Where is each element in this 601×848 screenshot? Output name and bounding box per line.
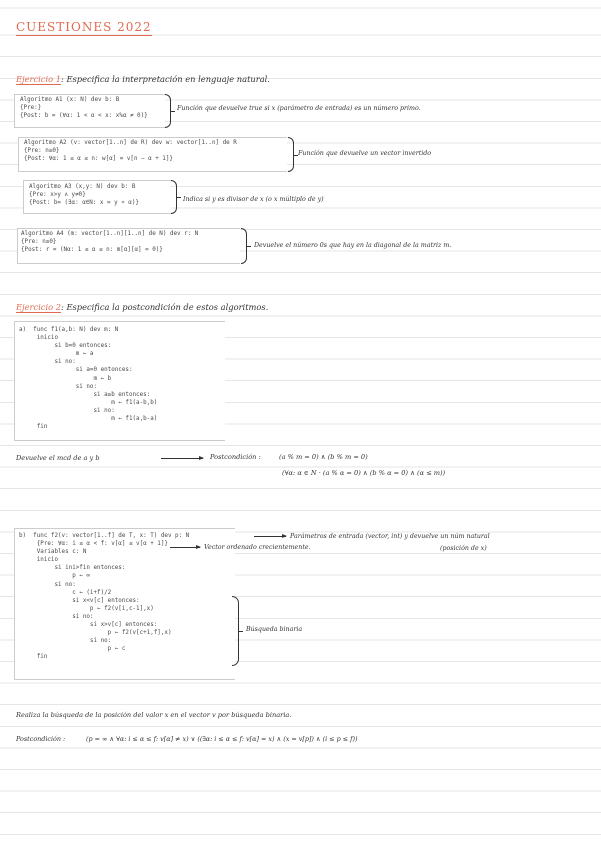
f2-sorted-note: Vector ordenado crecientemente. <box>204 544 311 551</box>
algorithm-a2-note: Función que devuelve un vector invertido <box>298 150 432 157</box>
function-f1-code: a) func f1(a,b: N) dev m: N inicio si b=0 entonces: m ← a si no: si a=0 entonces: m ← b si no: si a≥b entonces: m ← f1(a-b,b) si no: m ← f1(a,b-a) fin <box>19 327 158 431</box>
algorithm-a4-note: Devuelve el número 0s que hay en la diagonal de la matriz m. <box>254 242 452 249</box>
exercise-1-instruction: : Especifica la interpretación en lenguaje natural. <box>61 74 270 84</box>
algorithm-a4-code: Algoritmo A4 (m: vector[1..n][1..n] de N) dev r: N {Pre: n≥0} {Post: r = (Nα: 1 ≤ α ≤ n: m[α][α] = 0)} <box>21 231 199 254</box>
f2-params-note: Parámetros de entrada (vector, int) y devuelve un núm natural <box>290 533 490 540</box>
exercise-2-heading <box>16 302 268 312</box>
brace-a1 <box>165 94 171 128</box>
exercise-1-heading <box>16 74 270 84</box>
exercise-2-instruction: : Especifica la postcondición de estos algoritmos. <box>61 302 269 312</box>
algorithm-a1-code: Algoritmo A1 (x: N) dev b: B {Pre:} {Post: b = (∀α: 1 < α < x: x%α ≠ 0)} <box>20 97 148 120</box>
brace-a4 <box>241 228 247 264</box>
f1-post-line1: (a % m = 0) ∧ (b % m = 0) <box>279 453 368 461</box>
f2-post-label: Postcondición : <box>16 735 66 743</box>
exercise-2-label: Ejercicio 2 <box>16 302 62 312</box>
page-title: CUESTIONES 2022 <box>16 20 152 34</box>
arrow-f1-post <box>161 458 203 459</box>
algorithm-a3-code: Algoritmo A3 (x,y: N) dev b: B {Pre: x>y ∧ y≠0} {Post: b= (∃α: α∈N: x = y ∗ α)} <box>29 184 139 207</box>
f2-binary-note: Búsqueda binaria <box>246 626 303 633</box>
f1-post-label: Postcondición : <box>210 453 261 461</box>
f1-answer: Devuelve el mcd de a y b <box>16 454 100 462</box>
brace-a3 <box>171 180 177 214</box>
exercise-1-label: Ejercicio 1 <box>16 74 62 84</box>
algorithm-a3-note: Indica si y es divisor de x (o x múltiplo de y) <box>183 196 324 203</box>
algorithm-a1-note: Función que devuelve true si x (parámetro de entrada) es un número primo. <box>177 105 421 112</box>
arrow-f2-params <box>254 536 286 537</box>
function-f2-code: b) func f2(v: vector[1..f] de T, x: T) dev p: N {Pre: ∀α: i ≤ α < f: v[α] ≤ v[α + 1]} Variables c: N inicio si ini>fin entonces: p ← ∞ si no: c ← (i+f)/2 si x<v[c] entonces: p ← f2(v[i,c-1],x) si no: si x>v[c] entonces: p ← f2(v[c+1,f],x) si no: p ← c fin <box>19 533 190 661</box>
algorithm-a2-code: Algoritmo A2 (v: vector[1..n] de R) dev w: vector[1..n] de R {Pre: n≥0} {Post: ∀α: 1 ≤ α ≤ n: w[α] = v[n − α + 1]} <box>24 140 237 163</box>
f2-post: (p = ∞ ∧ ∀α: i ≤ α ≤ f: v[α] ≠ x) ∨ ((∃α: i ≤ α ≤ f: v[α] = x) ∧ (x = v[p]) ∧ (i ≤ p ≤ f)) <box>86 735 358 743</box>
f1-post-line2: (∀α: α ∈ N · (a % α = 0) ∧ (b % α = 0) ∧ (α ≤ m)) <box>282 469 446 477</box>
arrow-f2-sorted <box>170 547 200 548</box>
brace-a2 <box>288 137 294 172</box>
f2-position-note: (posición de x) <box>440 545 487 552</box>
brace-binary-search <box>232 596 239 666</box>
f2-answer: Realiza la búsqueda de la posición del valor x en el vector v por búsqueda binaria. <box>16 711 292 719</box>
